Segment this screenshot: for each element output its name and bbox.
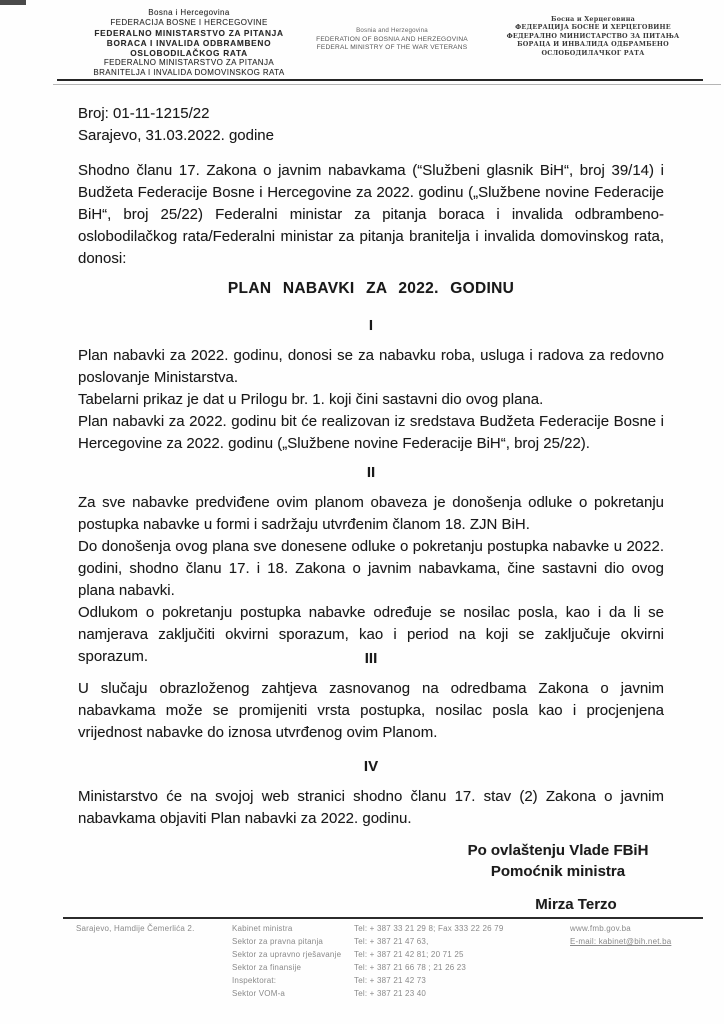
footer-contacts bbox=[570, 922, 671, 948]
footer-divider bbox=[63, 917, 703, 919]
paragraph: Ministarstvo će na svojoj web stranici shodno članu 17. stav (2) Zakona o javnim nabavkama objaviti Plan nabavki za 2022. godinu. bbox=[78, 788, 664, 827]
reference-number: Broj: 01-11-1215/22 bbox=[78, 105, 210, 122]
section-3-body bbox=[78, 678, 664, 744]
letterhead-line: ФЕДЕРАЛНО МИНИСТАРСТВО ЗА ПИТАЊА bbox=[506, 31, 680, 40]
letterhead-line: BORACA I INVALIDA ODBRAMBENO bbox=[106, 38, 272, 48]
signature-block bbox=[460, 840, 656, 915]
header-divider bbox=[57, 79, 703, 81]
footer-address: Sarajevo, Hamdije Čemerlića 2. bbox=[76, 924, 195, 933]
letterhead-line: OSLOBODILAČKOG RATA bbox=[130, 48, 248, 58]
letterhead-line: FEDERATION OF BOSNIA AND HERZEGOVINA bbox=[316, 35, 468, 43]
signature-authority: Po ovlaštenju Vlade FBiH bbox=[467, 842, 649, 859]
footer-dept: Sektor VOM-a bbox=[232, 989, 286, 998]
footer-email-text: E-mail: kabinet@bih.net.ba bbox=[570, 937, 672, 946]
footer-phone: Tel: + 387 21 23 40 bbox=[354, 989, 427, 998]
footer-phones bbox=[354, 922, 503, 1000]
footer-dept: Kabinet ministra bbox=[232, 924, 293, 933]
letterhead-line: Bosna i Hercegovina bbox=[148, 8, 230, 17]
footer-phone: Tel: + 387 21 42 73 bbox=[354, 976, 427, 985]
header-divider-shadow bbox=[53, 84, 721, 85]
paragraph: Odlukom o pokretanju postupka nabavke određuje se nosilac posla, kao i da li se namjerava zaključiti okvirni sporazum, kao i period na koji se zaključuje okvirni sporazum. bbox=[78, 604, 664, 665]
section-numeral-1: I bbox=[368, 317, 374, 334]
section-2-body bbox=[78, 492, 664, 668]
footer-dept: Sektor za pravna pitanja bbox=[232, 937, 324, 946]
letterhead-line: ОСЛОБОДИЛАЧКОГ РАТА bbox=[541, 48, 645, 57]
letterhead-line: Босна и Херцеговина bbox=[551, 15, 635, 23]
signature-name: Mirza Terzo bbox=[535, 896, 617, 913]
paragraph: U slučaju obrazloženog zahtjeva zasnovanog na odredbama Zakona o javnim nabavkama može se promijeniti vrsta postupka, nosilac posla kao i procjenjena vrijednost nabavke do iznosa utvrđenog ovim Planom. bbox=[78, 680, 664, 741]
section-4-body bbox=[78, 786, 664, 830]
section-numeral-4: IV bbox=[363, 758, 379, 775]
footer-dept: Inspektorat: bbox=[232, 976, 277, 985]
letterhead-line: БОРАЦА И ИНВАЛИДА ОДБРАМБЕНО bbox=[517, 40, 669, 49]
intro-paragraph: Shodno članu 17. Zakona o javnim nabavkama (“Službeni glasnik BiH“, broj 39/14) i Budžeta Federacije Bosne i Hercegovine za 2022. godinu („Službene novine Federacije BiH“, broj 25/22) Federalni ministar za pitanja boraca i invalida odbrambeno-oslobodilačkog rata/Federalni ministar za pitanja branitelja i invalida domovinskog rata, donosi: bbox=[78, 162, 664, 267]
intro-paragraph-block bbox=[78, 160, 664, 270]
letterhead-line: FEDERACIJA BOSNE I HERCEGOVINE bbox=[110, 18, 268, 27]
footer-phone: Tel: + 387 21 42 81; 20 71 25 bbox=[354, 950, 464, 959]
paragraph: Za sve nabavke predviđene ovim planom obaveza je donošenja odluke o pokretanju postupka nabavke u formi i sadržaju utvrđenim članom 18. ZJN BiH. bbox=[78, 494, 664, 533]
footer-website: www.fmb.gov.ba bbox=[570, 924, 631, 933]
footer-phone: Tel: + 387 33 21 29 8; Fax 333 22 26 79 bbox=[354, 924, 504, 933]
place-and-date: Sarajevo, 31.03.2022. godine bbox=[78, 127, 274, 144]
letterhead-line: FEDERALNO MINISTARSTVO ZA PITANJA bbox=[94, 28, 284, 38]
signature-title: Pomoćnik ministra bbox=[490, 863, 626, 880]
paragraph: Plan nabavki za 2022. godinu, donosi se za nabavku roba, usluga i radova za redovno poslovanje Ministarstva. bbox=[78, 347, 664, 386]
footer-departments bbox=[232, 922, 341, 1000]
letterhead-line: FEDERALNO MINISTARSTVO ZA PITANJA bbox=[103, 58, 275, 67]
footer-phone: Tel: + 387 21 66 78 ; 21 26 23 bbox=[354, 963, 467, 972]
section-numeral-2: II bbox=[366, 464, 376, 481]
section-1-body bbox=[78, 345, 664, 455]
letterhead-line: Bosnia and Herzegovina bbox=[356, 27, 428, 34]
paragraph: Plan nabavki za 2022. godinu bit će realizovan iz sredstava Budžeta Federacije Bosne i Hercegovine za 2022. godinu („Službene novine Federacije BiH“, broj 25/22). bbox=[78, 413, 664, 452]
paragraph: Tabelarni prikaz je dat u Prilogu br. 1. koji čini sastavni dio ovog plana. bbox=[78, 391, 544, 408]
paragraph: Do donošenja ovog plana sve donesene odluke o pokretanju postupka nabavke u 2022. godini, shodno članu 17. i 18. Zakona o javnim nabavkama, čine sastavni dio ovog plana nabavki. bbox=[78, 538, 664, 599]
footer-dept: Sektor za upravno rješavanje bbox=[232, 950, 342, 959]
letterhead-cyrillic bbox=[498, 15, 688, 57]
footer-phone: Tel: + 387 21 47 63, bbox=[354, 937, 429, 946]
letterhead-line: ФЕДЕРАЦИЈА БОСНЕ И ХЕРЦЕГОВИНЕ bbox=[515, 23, 671, 32]
document-title: PLAN NABAVKI ZA 2022. GODINU bbox=[227, 280, 515, 297]
footer-dept: Sektor za finansije bbox=[232, 963, 302, 972]
scan-artifact bbox=[0, 0, 26, 5]
letterhead-line: BRANITELJA I INVALIDA DOMOVINSKOG RATA bbox=[93, 68, 285, 77]
letterhead-bosnian bbox=[58, 8, 320, 78]
letterhead-line: FEDERAL MINISTRY OF THE WAR VETERANS bbox=[316, 44, 468, 52]
letterhead-english bbox=[308, 27, 476, 53]
section-numeral-3: III bbox=[364, 650, 378, 667]
footer-email bbox=[570, 935, 671, 948]
